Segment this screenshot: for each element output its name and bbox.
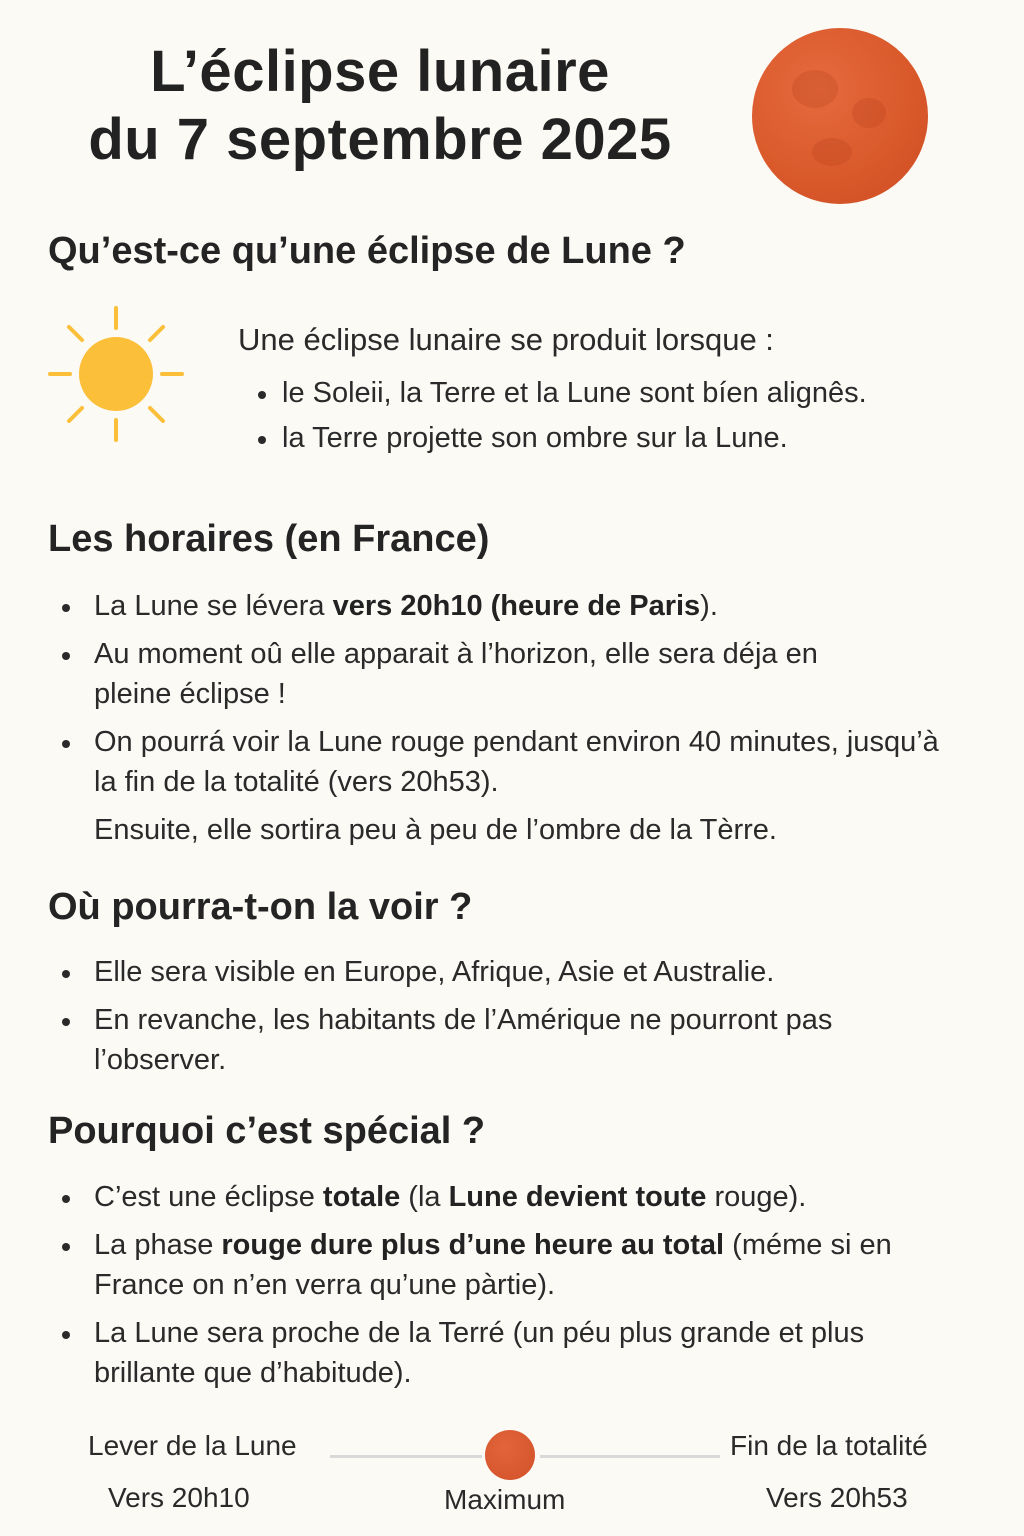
list-item: Au moment oû elle apparait à l’horizon, elle sera déja en pleine éclipse ! bbox=[48, 635, 894, 714]
special-list bbox=[48, 1178, 948, 1402]
list-item: La phase rouge dure plus d’une heure au total (méme si en France on n’en verra qu’une pàrtie). bbox=[48, 1226, 948, 1305]
list-item: On pourrá voir la Lune rouge pendant environ 40 minutes, jusqu’à la fin de la totalité (vers 20h53). bbox=[48, 723, 968, 802]
timeline-start-label: Lever de la Lune bbox=[88, 1430, 297, 1461]
timeline-middle-label: Maximum bbox=[444, 1484, 566, 1515]
timeline-line-left bbox=[330, 1455, 482, 1458]
horaires-heading: Les horaires (en France) bbox=[48, 518, 490, 560]
list-item: Elle sera visible en Europe, Afrique, Asie et Australie. bbox=[48, 953, 948, 992]
timeline-start-time: Vers 20h10 bbox=[108, 1482, 250, 1513]
sun-icon bbox=[44, 302, 188, 446]
list-item: La Lune se lévera vers 20h10 (heure de Paris). bbox=[48, 587, 968, 626]
page-title bbox=[40, 38, 720, 175]
moon-crater bbox=[812, 138, 852, 166]
timeline-end-time: Vers 20h53 bbox=[766, 1482, 908, 1513]
timeline-end-label: Fin de la totalité bbox=[730, 1430, 928, 1461]
where-heading: Où pourra-t-on la voir ? bbox=[48, 886, 473, 928]
special-heading: Pourquoi c’est spécial ? bbox=[48, 1110, 486, 1152]
list-item: En revanche, les habitants de l’Amérique ne pourront pas l’observer. bbox=[48, 1001, 948, 1080]
list-item: La Lune sera proche de la Terré (un péu plus grande et plus brillante que d’habitude). bbox=[48, 1314, 914, 1393]
horaires-list bbox=[48, 587, 968, 811]
title-line-2: du 7 septembre 2025 bbox=[88, 107, 672, 173]
list-item: le Soleii, la Terre et la Lune sont bíen alignês. bbox=[238, 374, 867, 413]
moon-crater bbox=[852, 98, 886, 128]
intro-heading: Qu’est-ce qu’une éclipse de Lune ? bbox=[48, 230, 686, 272]
list-item: la Terre projette son ombre sur la Lune. bbox=[238, 419, 867, 458]
title-line-1: L’éclipse lunaire bbox=[150, 39, 610, 104]
moon-crater bbox=[792, 70, 838, 108]
horaires-note: Ensuite, elle sortira peu à peu de l’ombre de la Tèrre. bbox=[94, 814, 777, 846]
timeline-line-right bbox=[540, 1455, 720, 1458]
red-moon-icon bbox=[752, 28, 928, 204]
intro-lead: Une éclipse lunaire se produit lorsque : bbox=[238, 322, 774, 357]
eclipse-maximum-moon-icon bbox=[485, 1430, 535, 1480]
list-item: C’est une éclipse totale (la Lune devient toute rouge). bbox=[48, 1178, 948, 1217]
intro-list bbox=[238, 374, 867, 459]
where-list bbox=[48, 953, 948, 1089]
